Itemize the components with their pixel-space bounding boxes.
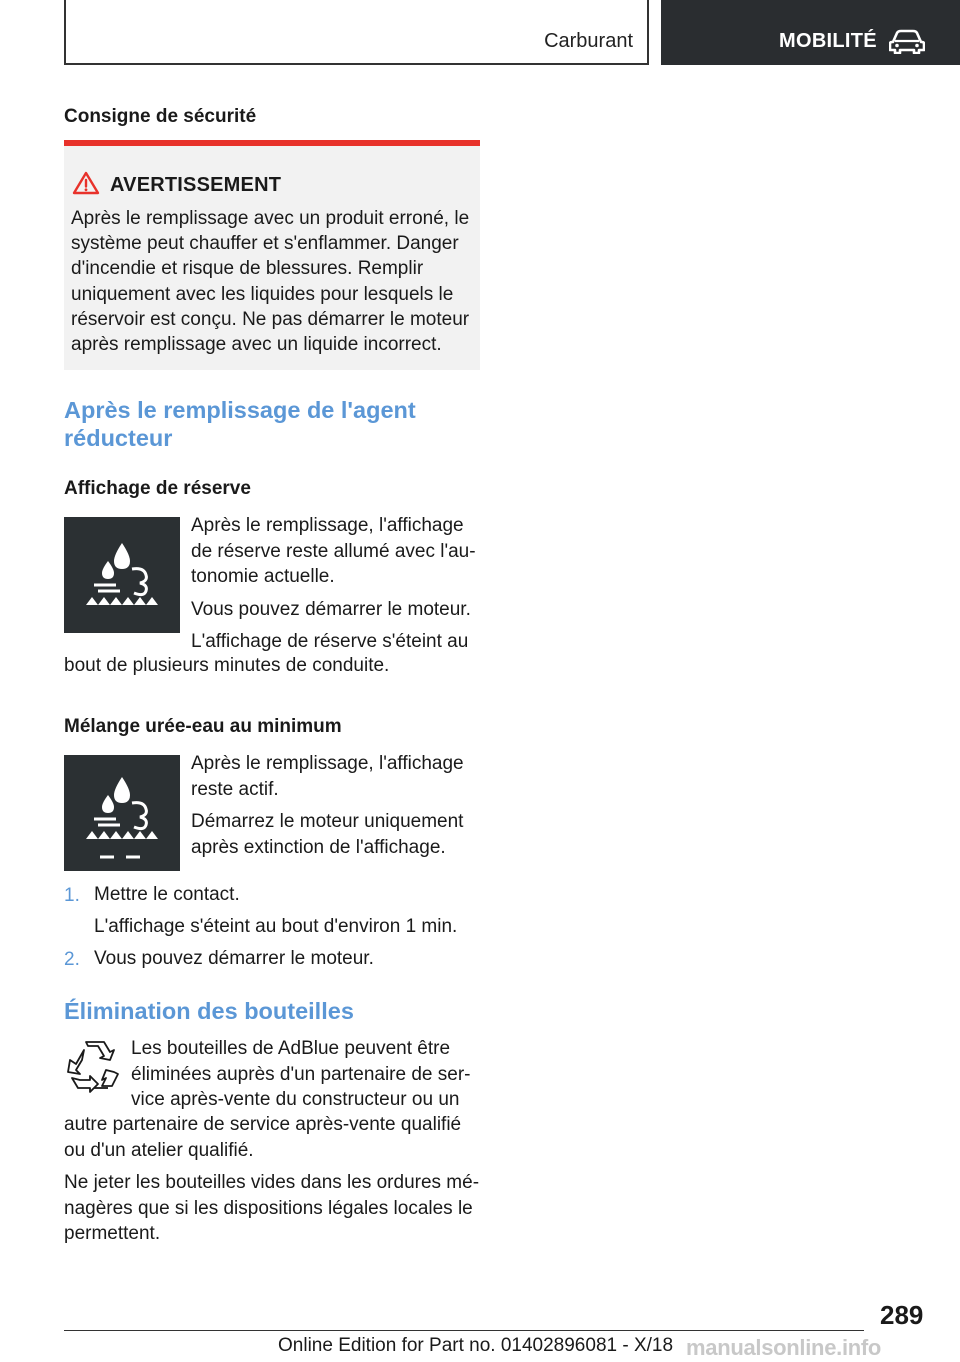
car-icon [889, 28, 925, 54]
step-1-subtext: L'affichage s'éteint au bout d'environ 1 min. [94, 916, 458, 937]
footer-edition: Online Edition for Part no. 01402896081 - X/18 [278, 1335, 674, 1356]
header-chapter-tab [64, 0, 649, 65]
reserve-heading: Affichage de réserve [64, 478, 251, 499]
reserve-line5: L'affichage de réserve s'éteint au [191, 631, 469, 652]
disposal-text-side [131, 1036, 481, 1113]
after-fill-heading-line2: réducteur [64, 425, 173, 451]
warning-triangle-icon [72, 171, 100, 195]
warning-text: Après le remplissage avec un produit erroné, le système peut chauffer et s'enflammer. Danger d'incendie et risque de blessures. Remplir uniquement avec les liquides pour lesquels le réservoir est conçu. Ne pas démarrer le moteur après remplissage avec un liquide incorrect. [71, 208, 470, 356]
recycle-icon [66, 1040, 120, 1094]
after-fill-heading [64, 396, 480, 452]
minimum-line1: Après le remplissage, l'affichage [191, 753, 464, 774]
reserve-line6: bout de plusieurs minutes de conduite. [64, 655, 390, 676]
reserve-line1: Après le remplissage, l'affichage [191, 515, 464, 536]
warning-box [64, 140, 480, 370]
footer-divider [64, 1330, 864, 1331]
reserve-indicator-image [64, 517, 180, 633]
after-fill-heading-line1: Après le remplissage de l'agent [64, 397, 416, 423]
warning-title: AVERTISSEMENT [110, 174, 282, 196]
disposal-para2-line2: nagères que si les dispositions légales locales le [64, 1197, 473, 1219]
disposal-para2-line1: Ne jeter les bouteilles vides dans les ordures mé- [64, 1172, 480, 1193]
minimum-indicator-image [64, 755, 180, 871]
section-title: MOBILITÉ [779, 30, 877, 52]
minimum-line2: reste actif. [191, 778, 279, 800]
step-2-text: Vous pouvez démarrer le moteur. [94, 948, 374, 969]
minimum-line3: Démarrez le moteur uniquement [191, 811, 464, 832]
disposal-heading: Élimination des bouteilles [64, 998, 354, 1024]
disposal-line4: autre partenaire de service après-vente qualifié [64, 1114, 462, 1135]
minimum-text-side [191, 751, 481, 860]
step-1-number: 1. [64, 885, 80, 906]
reserve-text-side [191, 513, 481, 655]
disposal-para2-line3: permettent. [64, 1223, 161, 1244]
reserve-line3: tonomie actuelle. [191, 566, 335, 587]
safety-heading: Consigne de sécurité [64, 106, 257, 127]
minimum-heading: Mélange urée-eau au minimum [64, 716, 342, 737]
reserve-line2: de réserve reste allumé avec l'au- [191, 540, 476, 562]
footer-watermark: manualsonline.info [686, 1335, 882, 1360]
step-1-text: Mettre le contact. [94, 884, 240, 905]
disposal-line1: Les bouteilles de AdBlue peuvent être [131, 1038, 451, 1059]
reserve-line4: Vous pouvez démarrer le moteur. [191, 598, 471, 620]
disposal-line3: vice après-vente du constructeur ou un [131, 1089, 460, 1110]
disposal-text-full [64, 1112, 484, 1247]
minimum-line4: après extinction de l'affichage. [191, 836, 446, 858]
step-2-number: 2. [64, 949, 80, 970]
disposal-line5: ou d'un atelier qualifié. [64, 1139, 254, 1161]
disposal-line2: éliminées auprès d'un partenaire de ser- [131, 1063, 471, 1085]
page-number: 289 [880, 1300, 924, 1330]
chapter-title: Carburant [544, 30, 633, 52]
adblue-minimum-icon [64, 755, 180, 871]
header-section-tab [661, 0, 960, 65]
adblue-reserve-icon [64, 517, 180, 633]
